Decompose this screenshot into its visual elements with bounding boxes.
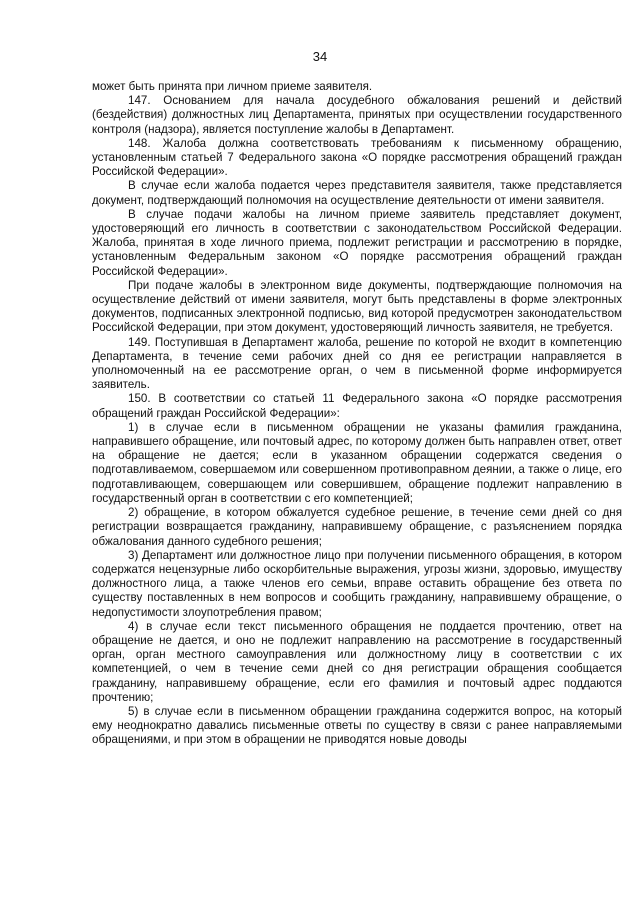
list-item-4: 4) в случае если текст письменного обращения не поддается прочтению, ответ на обращение не дается, и оно не подлежит направлению на рассмотрение в государственный орган, орган местного самоуправления или должностному лицу в соответствии с их компетенцией, о чем в течение семи дней со дня регистрации обращения сообщается гражданину, направившему обращение, если его фамилия и почтовый адрес поддаются прочтению;: [92, 619, 622, 704]
page-number: 34: [312, 49, 328, 64]
paragraph-148: 148. Жалоба должна соответствовать требованиям к письменному обращению, установленным статьей 7 Федерального закона «О порядке рассмотрения обращений граждан Российской Федерации».: [92, 136, 622, 179]
paragraph-electronic-submission: При подаче жалобы в электронном виде документы, подтверждающие полномочия на осуществление действий от имени заявителя, могут быть представлены в форме электронных документов, подписанных электронной подписью, вид которой предусмотрен законодательством Российской Федерации, при этом документ, удостоверяющий личность заявителя, не требуется.: [92, 278, 622, 335]
paragraph-147: 147. Основанием для начала досудебного обжалования решений и действий (бездействия) должностных лиц Департамента, принятых при осуществлении государственного контроля (надзора), является поступление жалобы в Департамент.: [92, 94, 622, 136]
paragraph-149: 149. Поступившая в Департамент жалоба, решение по которой не входит в компетенцию Департамента, в течение семи рабочих дней со дня ее регистрации направляется в уполномоченный на ее рассмотрение орган, о чем в письменной форме информируется заявитель.: [92, 335, 622, 392]
paragraph-150: 150. В соответствии со статьей 11 Федерального закона «О порядке рассмотрения обращений граждан Российской Федерации»:: [92, 392, 622, 420]
document-body: [92, 80, 622, 748]
paragraph-continuation: может быть принята при личном приеме заявителя.: [92, 80, 373, 93]
list-item-1: 1) в случае если в письменном обращении не указаны фамилия гражданина, направившего обращение, или почтовый адрес, по которому должен быть направлен ответ, ответ на обращение не дается; если в указанном обращении содержатся сведения о подготавливаемом, совершаемом или совершенном противоправном деянии, а также о лице, его подготавливающем, совершающем или совершившем, обращение подлежит направлению в государственный орган в соответствии с его компетенцией;: [92, 420, 622, 505]
list-item-3: 3) Департамент или должностное лицо при получении письменного обращения, в котором содержатся нецензурные либо оскорбительные выражения, угрозы жизни, здоровью, имуществу должностного лица, а также членов его семьи, вправе оставить обращение без ответа по существу поставленных в нем вопросов и сообщить гражданину, направившему обращение, о недопустимости злоупотребления правом;: [92, 548, 622, 619]
list-item-5: 5) в случае если в письменном обращении гражданина содержится вопрос, на который ему неоднократно давались письменные ответы по существу в связи с ранее направляемыми обращениями, и при этом в обращении не приводятся новые доводы: [92, 704, 622, 747]
list-item-2: 2) обращение, в котором обжалуется судебное решение, в течение семи дней со дня регистрации возвращается гражданину, направившему обращение, с разъяснением порядка обжалования данного судебного решения;: [92, 506, 622, 548]
paragraph-personal-reception: В случае подачи жалобы на личном приеме заявитель представляет документ, удостоверяющий его личность в соответствии с законодательством Российской Федерации. Жалоба, принятая в ходе личного приема, подлежит регистрации и рассмотрению в порядке, установленным Федеральным законом «О порядке рассмотрения обращений граждан Российской Федерации».: [92, 207, 622, 278]
paragraph-representative: В случае если жалоба подается через представителя заявителя, также представляется документ, подтверждающий полномочия на осуществление деятельности от имени заявителя.: [92, 179, 622, 207]
